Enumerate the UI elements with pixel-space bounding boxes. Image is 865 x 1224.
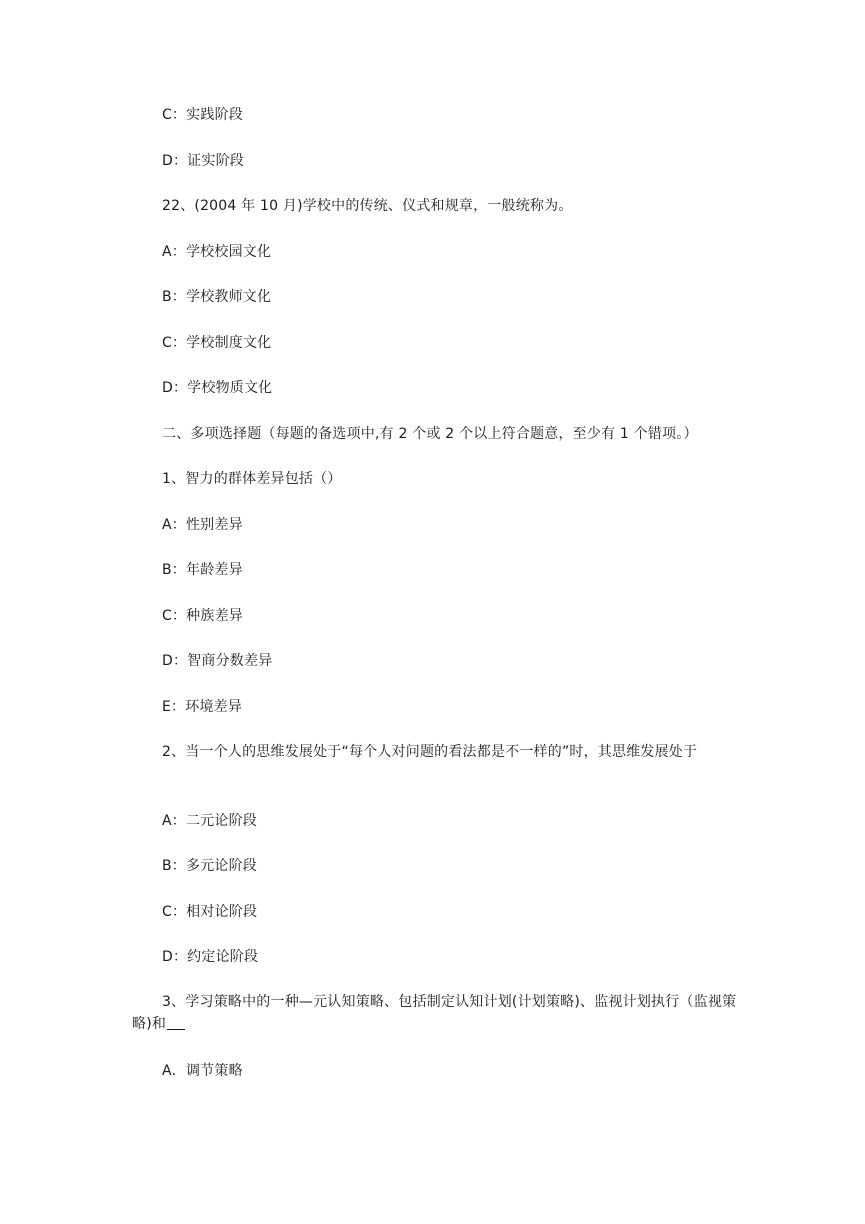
- question-3: [132, 991, 742, 1035]
- question-1: 1、智力的群体差异包括（）: [162, 471, 342, 487]
- question-3-text: 3、学习策略中的一种—元认知策略、包括制定认知计划(计划策略)、监视计划执行（监视策略)和: [132, 994, 737, 1032]
- q22-option-d: D：学校物质文化: [162, 380, 273, 396]
- q3-option-a: A．调节策略: [162, 1063, 243, 1079]
- question-22: 22、(2004 年 10 月)学校中的传统、仪式和规章，一般统称为。: [162, 198, 573, 214]
- q1-option-c: C：种族差异: [162, 608, 243, 624]
- q22-option-b: B：学校教师文化: [162, 289, 272, 305]
- section-heading-multiple-choice: 二、多项选择题（每题的备选项中,有 2 个或 2 个以上符合题意，至少有 1 个错项。）: [162, 426, 698, 442]
- option-c-practice-stage: C：实践阶段: [162, 107, 243, 123]
- q2-option-c: C：相对论阶段: [162, 904, 258, 920]
- q1-option-d: D：智商分数差异: [162, 653, 273, 669]
- option-d-verification-stage: D：证实阶段: [162, 153, 244, 169]
- q22-option-a: A：学校校园文化: [162, 244, 272, 260]
- q1-option-e: E：环境差异: [162, 699, 243, 715]
- question-2: 2、当一个人的思维发展处于“每个人对问题的看法都是不一样的”时，其思维发展处于: [162, 744, 698, 760]
- answer-blank: [167, 1028, 185, 1030]
- q2-option-a: A：二元论阶段: [162, 813, 257, 829]
- q22-option-c: C：学校制度文化: [162, 335, 272, 351]
- q1-option-b: B：年龄差异: [162, 562, 243, 578]
- q2-option-b: B：多元论阶段: [162, 858, 258, 874]
- q2-option-d: D：约定论阶段: [162, 949, 259, 965]
- q1-option-a: A：性别差异: [162, 517, 243, 533]
